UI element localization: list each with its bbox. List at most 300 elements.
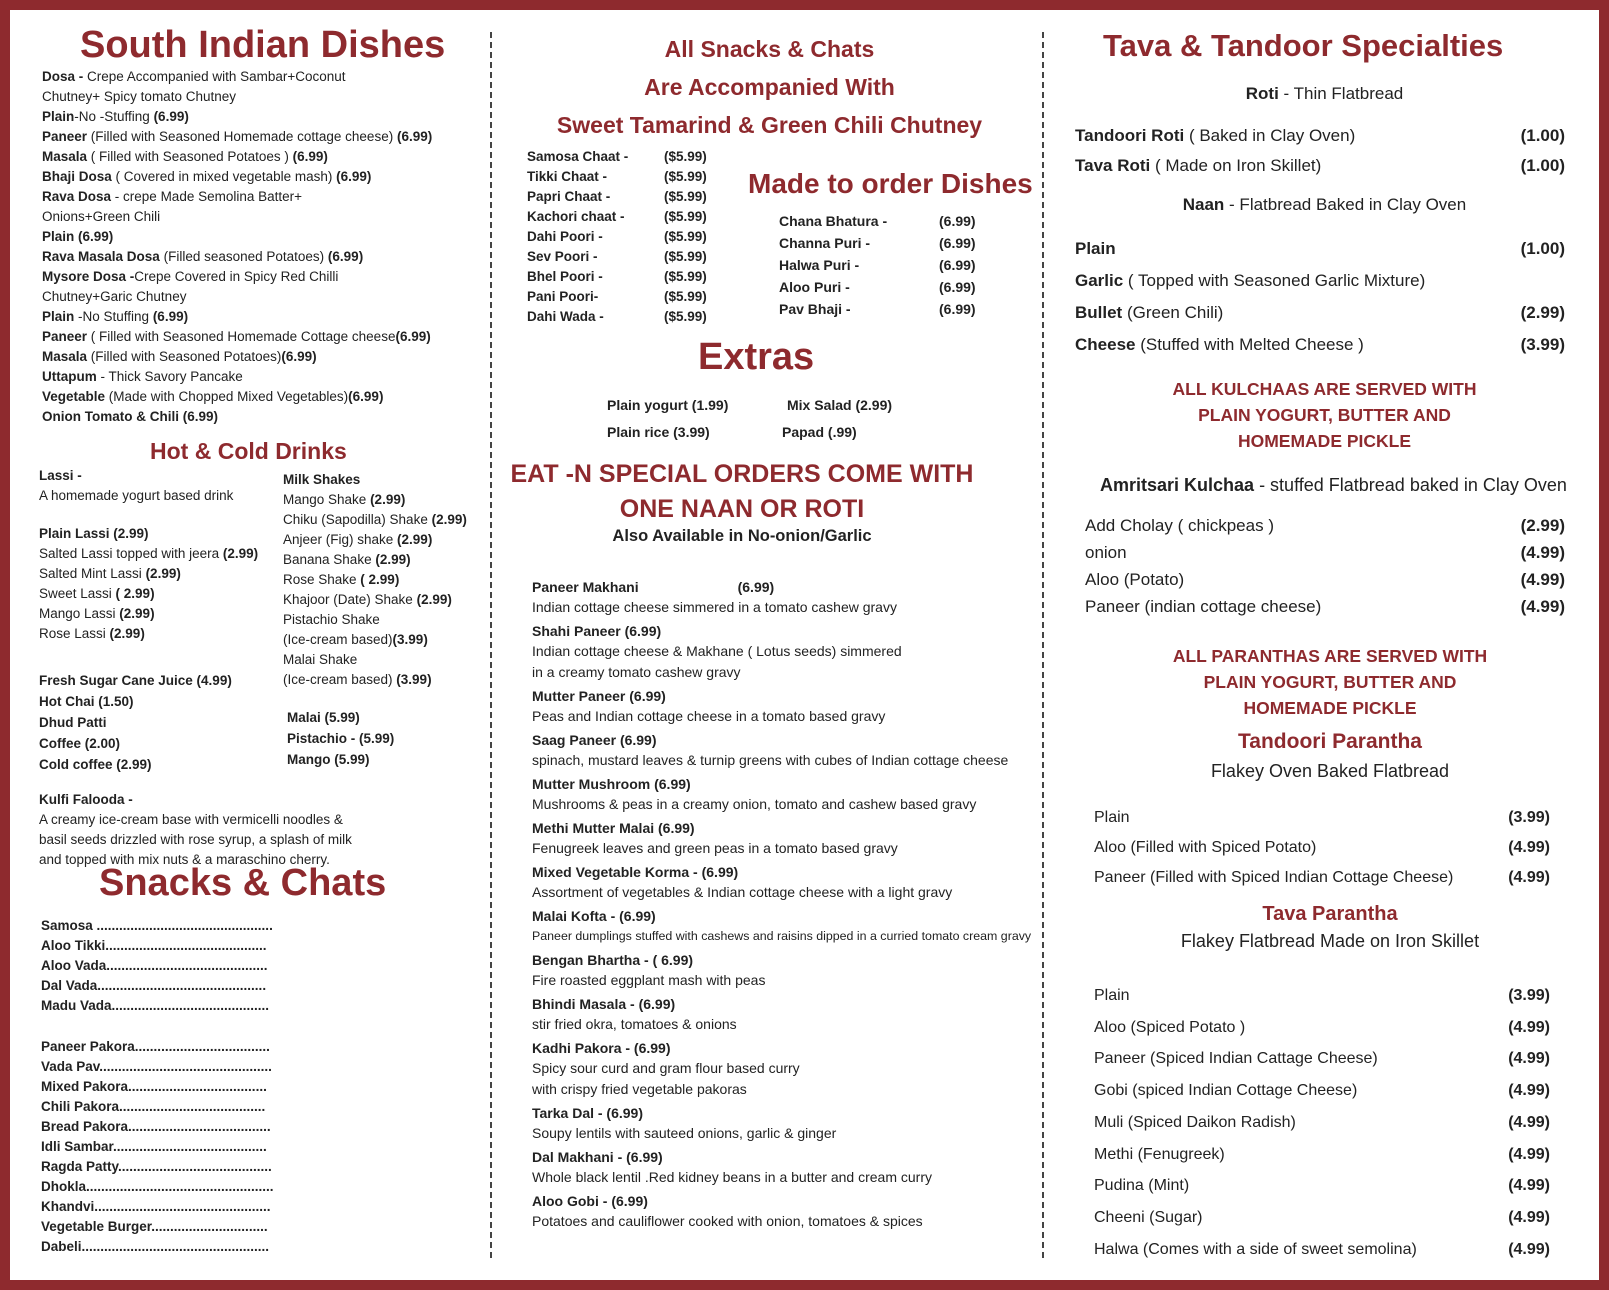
item-label <box>1094 863 1453 893</box>
item-price: (3.99) <box>396 672 432 687</box>
menu-line <box>42 107 432 127</box>
tava-parantha-title: Tava Parantha <box>1262 903 1398 925</box>
shake-item <box>283 590 467 610</box>
item-name: Paneer <box>42 129 88 144</box>
item-label <box>1094 1043 1378 1075</box>
item-label <box>1085 512 1274 539</box>
tava-parantha-item <box>1094 1012 1550 1044</box>
mto-name: Channa Puri - <box>779 235 871 251</box>
item-name: Gobi (spiced Indian Cottage Cheese) <box>1094 1082 1358 1100</box>
milk-shakes-list <box>283 490 467 690</box>
special-desc: Mushrooms & peas in a creamy onion, tomato and cashew based gravy <box>532 796 977 812</box>
kulchaa-note <box>1050 376 1599 454</box>
item-price: (6.99) <box>348 389 384 404</box>
item-name: Tava Roti <box>1075 156 1151 175</box>
item-price: (6.99) <box>395 329 431 344</box>
item-name: onion <box>1085 543 1127 562</box>
specials-list <box>532 578 1037 1236</box>
special-item <box>532 1104 1037 1144</box>
hot-drinks-list <box>39 670 232 775</box>
special-name: Kadhi Pakora - (6.99) <box>532 1040 671 1056</box>
roti-heading <box>1050 82 1599 106</box>
chats-title-line: All Snacks & Chats <box>664 36 875 62</box>
item-price: (1.00) <box>1520 156 1565 175</box>
item-price: (3.99) <box>1508 809 1550 826</box>
tava-title: Tava & Tandoor Specialties <box>1103 28 1504 63</box>
item-name: Plain <box>1075 239 1116 258</box>
special-name-row <box>532 775 1037 794</box>
item-label <box>1094 1234 1417 1266</box>
menu-line <box>42 347 432 367</box>
note-line: ALL PARANTHAS ARE SERVED WITH <box>1172 646 1488 666</box>
lassi-item <box>39 564 258 584</box>
special-name: Dal Makhani - (6.99) <box>532 1149 663 1165</box>
item-desc: Malai Shake <box>283 652 358 667</box>
item-desc: ( Topped with Seasoned Garlic Mixture) <box>1123 271 1426 290</box>
item-desc: ( Covered in mixed vegetable mash) <box>111 169 337 184</box>
snack-item: Bread Pakora...................................... <box>41 1119 271 1134</box>
item-price: (4.99) <box>1508 869 1550 886</box>
mto-name: Aloo Puri - <box>779 279 850 295</box>
item-name: Cheese <box>1075 335 1136 354</box>
special-item <box>532 907 1037 947</box>
drink-item: Dhud Patti <box>39 715 107 730</box>
item-label <box>1094 1139 1225 1171</box>
special-name: Shahi Paneer (6.99) <box>532 623 662 639</box>
snack-item: Chili Pakora....................................... <box>41 1099 266 1114</box>
item-name: Rava Masala Dosa <box>42 249 160 264</box>
item-price: (4.99) <box>1508 1018 1550 1036</box>
item-price: (2.99) <box>370 492 406 507</box>
special-name: Saag Paneer (6.99) <box>532 732 657 748</box>
menu-line <box>42 87 432 107</box>
menu-line <box>42 207 432 227</box>
item-name: Pudina (Mint) <box>1094 1177 1190 1195</box>
naan-item <box>1075 233 1565 265</box>
chat-price: ($5.99) <box>664 289 707 304</box>
item-name: Plain Lassi (2.99) <box>39 526 149 541</box>
lassi-item <box>39 604 258 624</box>
mto-name: Pav Bhaji - <box>779 301 851 317</box>
special-item <box>532 951 1037 991</box>
menu-line <box>42 247 432 267</box>
snack-item: Dhokla.................................................. <box>41 1179 274 1194</box>
menu-line <box>42 267 432 287</box>
tandoori-parantha-subtitle: Flakey Oven Baked Flatbread <box>1210 761 1450 781</box>
item-name: Vegetable <box>42 389 106 404</box>
chat-name: Bhel Poori - <box>527 269 603 284</box>
item-label <box>1075 265 1425 297</box>
made-to-order-item <box>779 210 989 232</box>
made-to-order-title: Made to order Dishes <box>748 168 1033 199</box>
chat-item <box>527 247 727 267</box>
chat-name: Dahi Poori - <box>527 229 603 244</box>
special-desc: Assortment of vegetables & Indian cottage cheese with a light gravy <box>532 884 953 900</box>
lassi-item <box>39 544 258 564</box>
menu-line <box>42 127 432 147</box>
tandoori-parantha-item <box>1094 803 1550 833</box>
item-price: (2.99) <box>375 552 411 567</box>
milk-shakes-heading: Milk Shakes <box>283 472 361 487</box>
item-desc: (Stuffed with Melted Cheese ) <box>1135 335 1364 354</box>
made-to-order-list <box>779 210 989 320</box>
drink-item: Hot Chai (1.50) <box>39 694 134 709</box>
chats-title <box>492 30 1047 144</box>
special-item <box>532 731 1037 771</box>
lassi-item <box>39 584 258 604</box>
item-label <box>1075 151 1321 181</box>
specials-subtitle: Also Available in No-onion/Garlic <box>612 527 872 545</box>
item-label <box>1075 297 1223 329</box>
item-desc: ( Baked in Clay Oven) <box>1184 126 1356 145</box>
item-name: Rava Dosa <box>42 189 112 204</box>
special-desc: Peas and Indian cottage cheese in a tomato based gravy <box>532 708 886 724</box>
item-desc: (Filled seasoned Potatoes) <box>159 249 328 264</box>
naan-item <box>1075 297 1565 329</box>
item-desc: Anjeer (Fig) shake <box>283 532 398 547</box>
kulchaa-heading <box>1100 472 1567 498</box>
roti-item <box>1075 121 1565 151</box>
item-desc: - Thick Savory Pancake <box>96 369 243 384</box>
mto-price: (6.99) <box>939 235 976 251</box>
item-name: Uttapum <box>42 369 97 384</box>
item-price: (3.99) <box>1520 335 1565 354</box>
chat-item <box>527 187 727 207</box>
chats-title-line: Sweet Tamarind & Green Chili Chutney <box>556 112 983 138</box>
drink-item: Cold coffee (2.99) <box>39 757 152 772</box>
item-price: (2.99) <box>416 592 452 607</box>
falooda-block <box>39 790 352 870</box>
item-name: Aloo (Filled with Spiced Potato) <box>1094 839 1317 856</box>
kulchaa-heading-name: Amritsari Kulchaa <box>1100 475 1255 495</box>
item-name: Plain (6.99) <box>42 229 114 244</box>
special-item <box>532 819 1037 859</box>
tava-parantha-item <box>1094 1202 1550 1234</box>
shake-item <box>283 610 467 630</box>
made-to-order-item <box>779 232 989 254</box>
item-price: (4.99) <box>1508 1240 1550 1258</box>
parantha-note <box>1050 643 1609 721</box>
item-desc: Mango Shake <box>283 492 371 507</box>
item-name: Plain <box>1094 809 1130 826</box>
item-label <box>1075 121 1355 151</box>
lassi-description: A homemade yogurt based drink <box>39 488 234 503</box>
special-name: Bengan Bhartha - ( 6.99) <box>532 952 694 968</box>
item-desc: Chutney+ Spicy tomato Chutney <box>42 89 236 104</box>
kulchaa-heading-desc: - stuffed Flatbread baked in Clay Oven <box>1254 475 1567 495</box>
special-name: Bhindi Masala - (6.99) <box>532 996 676 1012</box>
roti-heading-name: Roti <box>1245 84 1279 103</box>
shake-item <box>283 490 467 510</box>
special-desc: Spicy sour curd and gram flour based curry <box>532 1060 800 1076</box>
chat-name: Tikki Chaat - <box>527 169 608 184</box>
item-price: (1.00) <box>1520 239 1565 258</box>
falooda-description <box>39 810 352 870</box>
specials-title <box>492 457 992 527</box>
made-to-order-item <box>779 276 989 298</box>
kulfi-item: Malai (5.99) <box>287 710 360 725</box>
chat-item <box>527 267 727 287</box>
special-name-row <box>532 819 1037 838</box>
item-name: Aloo (Potato) <box>1085 570 1185 589</box>
item-price: (4.99) <box>1520 597 1565 616</box>
falooda-heading: Kulfi Falooda - <box>39 792 133 807</box>
chat-item <box>527 147 727 167</box>
item-price: (4.99) <box>1508 1145 1550 1163</box>
special-name-row <box>532 951 1037 970</box>
note-line: HOMEMADE PICKLE <box>1243 698 1417 718</box>
menu-line <box>42 387 432 407</box>
chat-price: ($5.99) <box>664 309 707 324</box>
item-name: Paneer (Filled with Spiced Indian Cottage Cheese) <box>1094 869 1454 886</box>
special-price: (6.99) <box>737 579 775 595</box>
item-desc: -No -Stuffing <box>74 109 154 124</box>
special-name-row <box>532 731 1037 750</box>
chat-item <box>527 307 727 327</box>
chat-price: ($5.99) <box>664 189 707 204</box>
column-left <box>10 10 490 1280</box>
tava-parantha-item <box>1094 1170 1550 1202</box>
snack-item: Ragda Patty......................................... <box>41 1159 272 1174</box>
special-name: Paneer Makhani <box>532 579 639 595</box>
roti-list <box>1075 121 1565 181</box>
item-label <box>1094 1170 1189 1202</box>
item-desc: Chiku (Sapodilla) Shake <box>283 512 432 527</box>
item-desc: (Filled with Seasoned Homemade cottage cheese) <box>87 129 397 144</box>
snack-item: Vegetable Burger............................... <box>41 1219 268 1234</box>
special-desc: Fenugreek leaves and green peas in a tomato based gravy <box>532 840 898 856</box>
special-name: Malai Kofta - (6.99) <box>532 908 656 924</box>
naan-heading-name: Naan <box>1182 195 1225 214</box>
special-name: Mixed Vegetable Korma - (6.99) <box>532 864 739 880</box>
lassi-list <box>39 524 258 644</box>
chats-list <box>527 147 727 327</box>
lassi-item <box>39 524 258 544</box>
special-item <box>532 687 1037 727</box>
shake-item <box>283 550 467 570</box>
menu-line <box>42 367 432 387</box>
chat-price: ($5.99) <box>664 229 707 244</box>
lassi-heading: Lassi - <box>39 468 82 483</box>
menu-line <box>42 167 432 187</box>
tandoori-parantha-item <box>1094 833 1550 863</box>
item-name: Tandoori Roti <box>1075 126 1185 145</box>
snack-item: Khandvi............................................... <box>41 1199 271 1214</box>
extras-item-1: Plain yogurt (1.99) <box>607 397 729 413</box>
chats-title-line: Are Accompanied With <box>644 74 895 100</box>
special-item <box>532 1039 1037 1100</box>
tava-parantha-item <box>1094 1043 1550 1075</box>
tava-parantha-item <box>1094 1234 1550 1266</box>
menu-page <box>10 10 1599 1280</box>
snack-item: Dal Vada............................................. <box>41 978 267 993</box>
item-price: (6.99) <box>336 169 372 184</box>
item-price: (4.99) <box>1508 839 1550 856</box>
snack-item: Aloo Tikki........................................... <box>41 938 267 953</box>
made-to-order-item <box>779 298 989 320</box>
extras-item-2: Mix Salad (2.99) <box>787 397 893 413</box>
item-price: (4.99) <box>1508 1113 1550 1131</box>
extras-item-4: Papad (.99) <box>782 424 857 440</box>
menu-line <box>42 287 432 307</box>
naan-heading <box>1050 193 1599 217</box>
menu-line <box>42 407 432 427</box>
snack-item: Madu Vada.......................................... <box>41 998 270 1013</box>
item-name: Cheeni (Sugar) <box>1094 1208 1203 1226</box>
item-desc: (Green Chili) <box>1122 303 1224 322</box>
shake-item <box>283 530 467 550</box>
item-desc: Sweet Lassi <box>39 586 116 601</box>
kulfi-item: Pistachio - (5.99) <box>287 731 395 746</box>
item-price: (4.99) <box>1520 543 1565 562</box>
special-desc: Potatoes and cauliflower cooked with onion, tomatoes & spices <box>532 1213 923 1229</box>
item-name: Paneer <box>42 329 88 344</box>
item-name: Masala <box>42 349 88 364</box>
item-desc: (Made with Chopped Mixed Vegetables) <box>105 389 349 404</box>
special-desc: Paneer dumplings stuffed with cashews and raisins dipped in a curried tomato cream gravy <box>532 929 1032 943</box>
falooda-line: basil seeds drizzled with rose syrup, a splash of milk <box>39 832 352 847</box>
kulchaa-item <box>1085 512 1565 539</box>
item-label <box>1075 329 1364 361</box>
item-name: Garlic <box>1075 271 1124 290</box>
item-desc: Salted Mint Lassi <box>39 566 146 581</box>
special-desc: spinach, mustard leaves & turnip greens with cubes of Indian cottage cheese <box>532 752 1009 768</box>
snacks-list-1 <box>41 916 273 1016</box>
special-name: Aloo Gobi - (6.99) <box>532 1193 648 1209</box>
item-price: (2.99) <box>119 606 155 621</box>
kulfi-list <box>287 707 394 770</box>
mto-price: (6.99) <box>939 213 976 229</box>
chat-price: ($5.99) <box>664 209 707 224</box>
item-price: (1.00) <box>1520 126 1565 145</box>
item-desc: ( Made on Iron Skillet) <box>1150 156 1322 175</box>
menu-line <box>42 67 432 87</box>
shake-item <box>283 670 467 690</box>
milk-shakes-block <box>283 470 467 690</box>
item-price: (6.99) <box>152 309 189 324</box>
item-name: Mysore Dosa - <box>42 269 135 284</box>
mto-name: Halwa Puri - <box>779 257 860 273</box>
special-desc: with crispy fried vegetable pakoras <box>532 1081 747 1097</box>
item-price: (6.99) <box>327 249 364 264</box>
tandoori-parantha-title: Tandoori Parantha <box>1238 730 1422 753</box>
item-name: Plain <box>1094 987 1130 1004</box>
chat-item <box>527 167 727 187</box>
chat-price: ($5.99) <box>664 149 707 164</box>
special-desc: Indian cottage cheese simmered in a tomato cashew gravy <box>532 599 897 615</box>
special-desc: Fire roasted eggplant mash with peas <box>532 972 766 988</box>
item-desc: Khajoor (Date) Shake <box>283 592 417 607</box>
special-desc: Indian cottage cheese & Makhane ( Lotus seeds) simmered <box>532 643 902 659</box>
item-desc: Rose Shake <box>283 572 361 587</box>
item-desc: Pistachio Shake <box>283 612 380 627</box>
chat-price: ($5.99) <box>664 269 707 284</box>
mto-price: (6.99) <box>939 257 976 273</box>
item-price: (4.99) <box>1520 570 1565 589</box>
special-name-row <box>532 1039 1037 1058</box>
column-middle <box>492 10 1047 1280</box>
south-indian-list <box>42 67 432 427</box>
item-desc: Onions+Green Chili <box>42 209 161 224</box>
item-price: (4.99) <box>1508 1050 1550 1068</box>
drink-item: Fresh Sugar Cane Juice (4.99) <box>39 673 232 688</box>
menu-line <box>42 147 432 167</box>
item-desc: (Ice-cream based) <box>283 672 397 687</box>
special-name-row <box>532 1104 1037 1123</box>
made-to-order-item <box>779 254 989 276</box>
tava-parantha-item <box>1094 1107 1550 1139</box>
item-desc: Chutney+Garic Chutney <box>42 289 187 304</box>
shake-item <box>283 570 467 590</box>
specials-title-line: EAT -N SPECIAL ORDERS COME WITH <box>510 460 974 488</box>
note-line: ALL KULCHAAS ARE SERVED WITH <box>1172 379 1477 399</box>
item-name: Halwa (Comes with a side of sweet semolina) <box>1094 1240 1417 1258</box>
item-price: ( 2.99) <box>115 586 155 601</box>
chat-item <box>527 227 727 247</box>
item-desc: (Filled with Seasoned Potatoes) <box>87 349 282 364</box>
drink-item: Coffee (2.00) <box>39 736 121 751</box>
chat-name: Samosa Chaat - <box>527 149 629 164</box>
special-name-row <box>532 995 1037 1014</box>
falooda-line: A creamy ice-cream base with vermicelli noodles & <box>39 812 343 827</box>
note-line: HOMEMADE PICKLE <box>1237 431 1412 451</box>
special-name-row <box>532 687 1037 706</box>
item-desc: - crepe Made Semolina Batter+ <box>111 189 303 204</box>
special-desc: Soupy lentils with sauteed onions, garlic & ginger <box>532 1125 837 1141</box>
item-desc: Crepe Accompanied with Sambar+Coconut <box>87 69 346 84</box>
kulchaa-item <box>1085 593 1565 620</box>
item-desc: Mango Lassi <box>39 606 120 621</box>
mto-price: (6.99) <box>939 279 976 295</box>
item-desc: -No Stuffing <box>74 309 153 324</box>
chat-price: ($5.99) <box>664 249 707 264</box>
item-label <box>1094 1012 1245 1044</box>
item-label <box>1094 1075 1357 1107</box>
snacks-title: Snacks & Chats <box>99 862 387 904</box>
special-name-row <box>532 863 1037 882</box>
special-desc: stir fried okra, tomatoes & onions <box>532 1016 737 1032</box>
chat-price: ($5.99) <box>664 169 707 184</box>
tava-parantha-item <box>1094 980 1550 1012</box>
item-desc: Rose Lassi <box>39 626 110 641</box>
chat-item <box>527 287 727 307</box>
item-label <box>1085 566 1184 593</box>
lassi-item <box>39 624 258 644</box>
chat-name: Pani Poori- <box>527 289 599 304</box>
item-desc: (Ice-cream based) <box>283 632 393 647</box>
column-right <box>1050 10 1599 1280</box>
item-label <box>1094 803 1130 833</box>
special-name: Methi Mutter Malai (6.99) <box>532 820 695 836</box>
roti-heading-desc: - Thin Flatbread <box>1278 84 1404 103</box>
chat-item <box>527 207 727 227</box>
specials-title-line: ONE NAAN OR ROTI <box>619 495 865 523</box>
special-name: Mutter Paneer (6.99) <box>532 688 666 704</box>
item-price: (6.99) <box>153 109 189 124</box>
item-price: ( 2.99) <box>360 572 400 587</box>
snack-item: Dabeli.................................................. <box>41 1239 270 1254</box>
chat-name: Kachori chaat - <box>527 209 625 224</box>
item-price: (6.99) <box>292 149 328 164</box>
item-price: (4.99) <box>1508 1208 1550 1226</box>
kulfi-item: Mango (5.99) <box>287 752 370 767</box>
special-name-row <box>532 578 1037 597</box>
item-name: Muli (Spiced Daikon Radish) <box>1094 1113 1296 1131</box>
mto-price: (6.99) <box>939 301 976 317</box>
snacks-list-2 <box>41 1037 274 1257</box>
special-item <box>532 578 1037 618</box>
special-name-row <box>532 1148 1037 1167</box>
